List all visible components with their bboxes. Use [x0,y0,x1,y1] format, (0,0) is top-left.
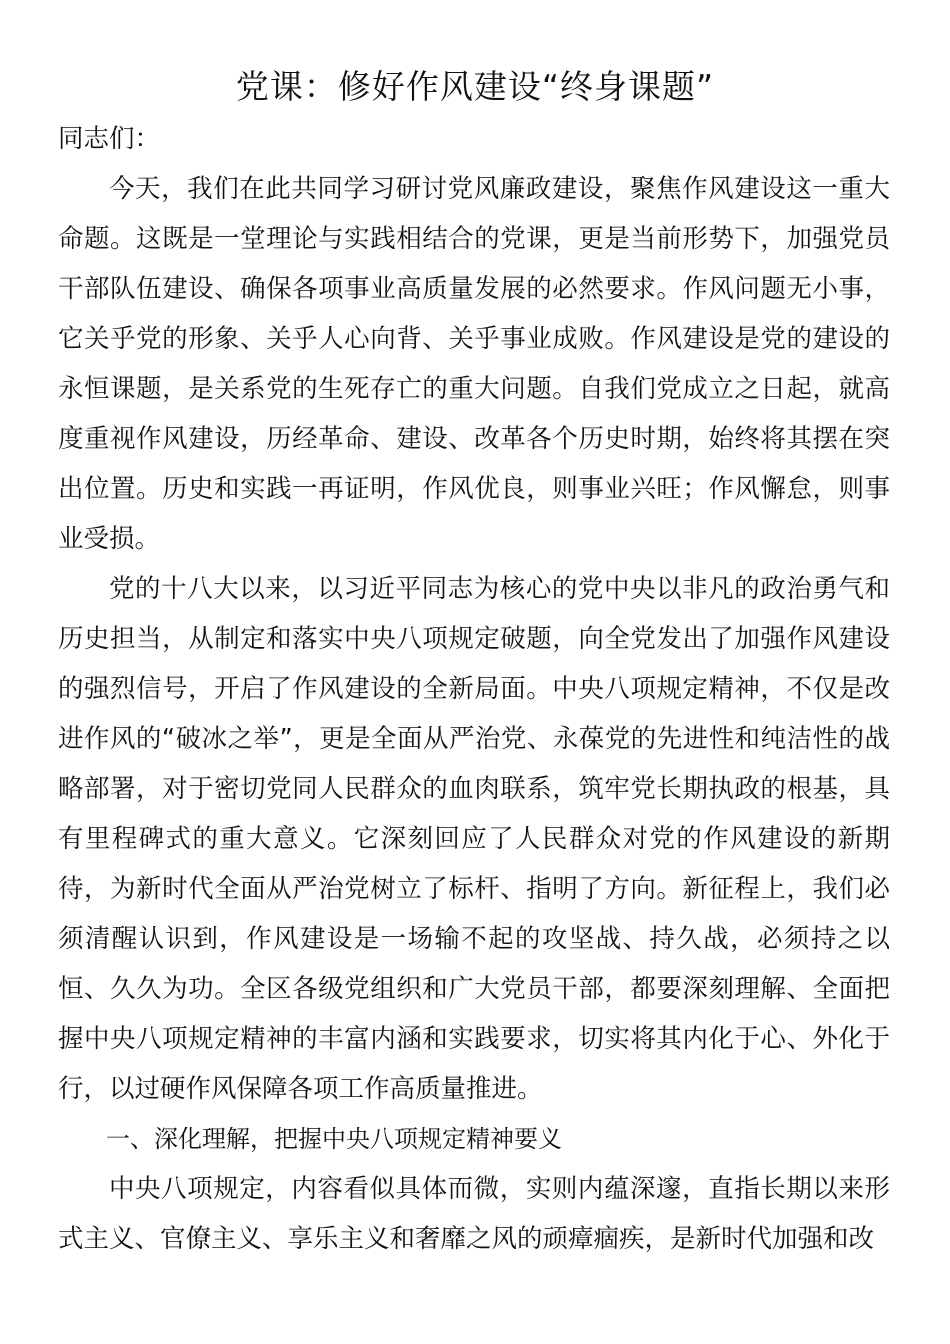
paragraph-section-one: 中央八项规定，内容看似具体而微，实则内蕴深邃，直指长期以来形式主义、官僚主义、享乐主义和奢靡之风的顽瘴痼疾，是新时代加强和改 [58,1174,890,1254]
document-body [58,114,890,1264]
section-heading: 一、深化理解，把握中央八项规定精神要义 [106,1125,562,1153]
salutation: 同志们： [58,124,161,154]
paragraph-eight-rules: 党的十八大以来，以习近平同志为核心的党中央以非凡的政治勇气和历史担当，从制定和落实中央八项规定破题，向全党发出了加强作风建设的强烈信号，开启了作风建设的全新局面。中央八项规定精神，不仅是改进作风的“破冰之举”，更是全面从严治党、永葆党的先进性和纯洁性的战略部署，对于密切党同人民群众的血肉联系，筑牢党长期执政的根基，具有里程碑式的重大意义。它深刻回应了人民群众对党的作风建设的新期待，为新时代全面从严治党树立了标杆、指明了方向。新征程上，我们必须清醒认识到，作风建设是一场输不起的攻坚战、持久战，必须持之以恒、久久为功。全区各级党组织和广大党员干部，都要深刻理解、全面把握中央八项规定精神的丰富内涵和实践要求，切实将其内化于心、外化于行，以过硬作风保障各项工作高质量推进。 [58,574,890,1104]
document-title: 党课：修好作风建设“终身课题” [235,67,715,106]
paragraph-intro: 今天，我们在此共同学习研讨党风廉政建设，聚焦作风建设这一重大命题。这既是一堂理论与实践相结合的党课，更是当前形势下，加强党员干部队伍建设、确保各项事业高质量发展的必然要求。作风问题无小事，它关乎党的形象、关乎人心向背、关乎事业成败。作风建设是党的建设的永恒课题，是关系党的生死存亡的重大问题。自我们党成立之日起，就高度重视作风建设，历经革命、建设、改革各个历史时期，始终将其摆在突出位置。历史和实践一再证明，作风优良，则事业兴旺；作风懈怠，则事业受损。 [58,174,890,554]
